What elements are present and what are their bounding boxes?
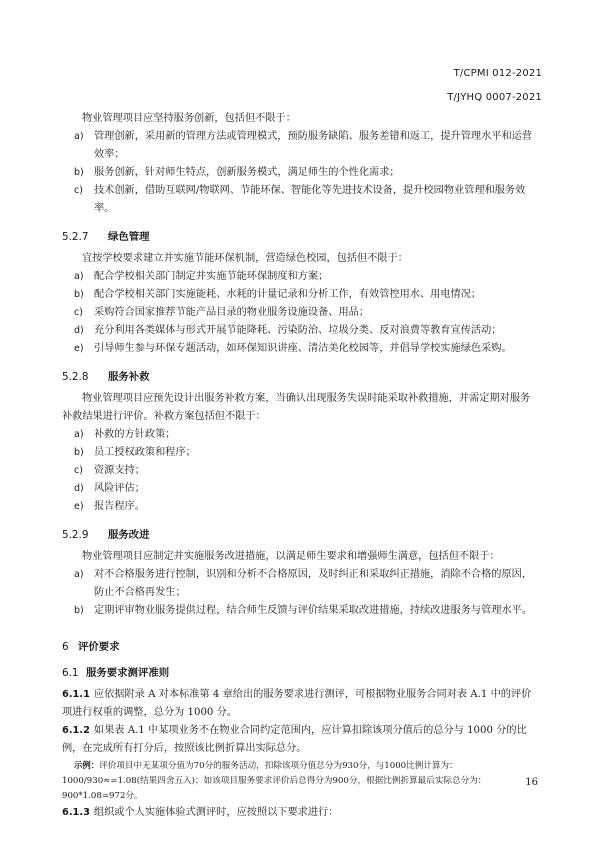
section-5-2-7-intro: 宜按学校要求建立并实施节能环保机制，营造绿色校园，包括但不限于： xyxy=(82,253,408,264)
page-number: 16 xyxy=(525,777,538,788)
list-item xyxy=(62,340,540,358)
list-item xyxy=(62,602,540,620)
list-item xyxy=(62,304,540,322)
clause-6-1-1 xyxy=(62,686,540,722)
section-number: 5.2.9 xyxy=(62,529,89,541)
list-marker: e) xyxy=(74,501,84,512)
list-text: 资源支持； xyxy=(94,465,145,476)
list-text: 引导师生参与环保专题活动，如环保知识讲座、清洁美化校园等，并倡导学校实施绿色采购。 xyxy=(94,343,512,354)
list-marker: b) xyxy=(74,447,84,458)
section-5-2-9-intro: 物业管理项目应制定并实施服务改进措施，以满足师生要求和增强师生满意，包括但不限于： xyxy=(82,551,500,562)
list-text: 补救的方针政策； xyxy=(94,429,176,440)
section-5-2-9-list xyxy=(62,566,540,620)
section-title: 服务改进 xyxy=(108,529,150,541)
clause-6-1-2 xyxy=(62,722,540,758)
list-marker: a) xyxy=(74,131,84,142)
list-text: 配合学校相关部门实施能耗、水耗的计量记录和分析工作，有效管控用水、用电情况； xyxy=(94,289,482,300)
section-5-2-8-intro: 物业管理项目应预先设计出服务补救方案，当确认出现服务失误时能采取补救措施，并需定期对服务补救结果进行评价。补救方案包括但不限于： xyxy=(62,393,531,422)
section-heading-6-1 xyxy=(62,664,540,682)
list-text: 配合学校相关部门制定并实施节能环保制度和方案； xyxy=(94,271,329,282)
list-text: 充分利用各类媒体与形式开展节能降耗、污染防治、垃圾分类、反对浪费等教育宣传活动； xyxy=(94,325,502,336)
chapter-number: 6 xyxy=(62,641,69,653)
list-marker: a) xyxy=(74,271,84,282)
list-text: 服务创新，针对师生特点，创新服务模式，满足师生的个性化需求； xyxy=(94,167,400,178)
chapter-title: 评价要求 xyxy=(78,641,120,653)
list-text: 定期评审物业服务提供过程，结合师生反馈与评价结果采取改进措施，持续改进服务与管理水平。 xyxy=(94,605,533,616)
standard-code-2: T/JYHQ 0007-2021 xyxy=(447,92,542,103)
list-text: 风险评估； xyxy=(94,483,145,494)
clause-number: 6.1.3 xyxy=(62,807,90,818)
list-marker: b) xyxy=(74,289,84,300)
section-number: 6.1 xyxy=(62,667,79,679)
section-number: 5.2.7 xyxy=(62,231,89,243)
section-heading-5-2-9 xyxy=(62,526,540,544)
list-text: 报告程序。 xyxy=(94,501,145,512)
example-label: 示例： xyxy=(74,760,100,770)
list-marker: c) xyxy=(74,465,83,476)
clause-text: 组织或个人实施体验式测评时，应按照以下要求进行： xyxy=(93,807,339,818)
list-item xyxy=(62,182,540,218)
section-number: 5.2.8 xyxy=(62,371,89,383)
section-heading-5-2-8 xyxy=(62,368,540,386)
list-item xyxy=(62,566,540,602)
list-marker: b) xyxy=(74,167,84,178)
list-marker: a) xyxy=(74,569,84,580)
list-marker: b) xyxy=(74,605,84,616)
list-item xyxy=(62,498,540,516)
clause-number: 6.1.1 xyxy=(62,689,90,700)
example-text: 评价项目中无某项分值为70分的服务活动，扣除该项分值总分为930分，与1000比例计算为：1000/930≈=1.08(结果四舍五入)；如该项目服务要求评价后总得分为900分，根据比例折算最后实际总分为：900*1.08=972分。 xyxy=(62,761,487,801)
list-marker: e) xyxy=(74,343,84,354)
list-item xyxy=(62,322,540,340)
section-title: 绿色管理 xyxy=(108,231,150,243)
section-title: 服务补救 xyxy=(108,371,150,383)
clause-6-1-3 xyxy=(62,804,540,822)
list-marker: c) xyxy=(74,307,83,318)
document-body xyxy=(62,110,540,822)
list-marker: d) xyxy=(74,325,84,336)
chapter-heading-6 xyxy=(62,638,540,656)
list-item xyxy=(62,268,540,286)
innovation-list xyxy=(62,128,540,218)
section-5-2-7-list xyxy=(62,268,540,358)
list-item xyxy=(62,164,540,182)
list-item xyxy=(62,444,540,462)
list-text: 管理创新，采用新的管理方法或管理模式，预防服务缺陷、服务差错和返工，提升管理水平和运营效率； xyxy=(94,131,533,160)
list-text: 对不合格服务进行控制，识别和分析不合格原因，及时纠正和采取纠正措施，消除不合格的原因，防止不合格再发生； xyxy=(94,569,533,598)
standard-code-1: T/CPMI 012-2021 xyxy=(453,68,542,79)
list-text: 员工授权政策和程序； xyxy=(94,447,196,458)
clause-text: 如果表 A.1 中某项业务不在物业合同约定范围内，应计算扣除该项分值后的总分与 1000 分的比例，在完成所有打分后，按照该比例折算出实际总分。 xyxy=(62,725,527,754)
list-text: 采购符合国家推荐节能产品目录的物业服务设施设备、用品； xyxy=(94,307,370,318)
list-marker: c) xyxy=(74,185,83,196)
list-item xyxy=(62,426,540,444)
list-marker: d) xyxy=(74,483,84,494)
list-item xyxy=(62,462,540,480)
clause-number: 6.1.2 xyxy=(62,725,90,736)
clause-text: 应依据附录 A 对本标准第 4 章给出的服务要求进行测评，可根据物业服务合同对表 A.1 中的评价项进行权重的调整，总分为 1000 分。 xyxy=(62,689,532,718)
list-item xyxy=(62,128,540,164)
section-5-2-8-list xyxy=(62,426,540,516)
list-marker: a) xyxy=(74,429,84,440)
example-note xyxy=(62,758,540,804)
list-text: 技术创新，借助互联网/物联网、节能环保、智能化等先进技术设备，提升校园物业管理和服务效率。 xyxy=(94,185,526,214)
list-item xyxy=(62,480,540,498)
innovation-intro: 物业管理项目应坚持服务创新，包括但不限于： xyxy=(82,113,296,124)
section-heading-5-2-7 xyxy=(62,228,540,246)
section-title: 服务要求测评准则 xyxy=(86,667,170,679)
list-item xyxy=(62,286,540,304)
